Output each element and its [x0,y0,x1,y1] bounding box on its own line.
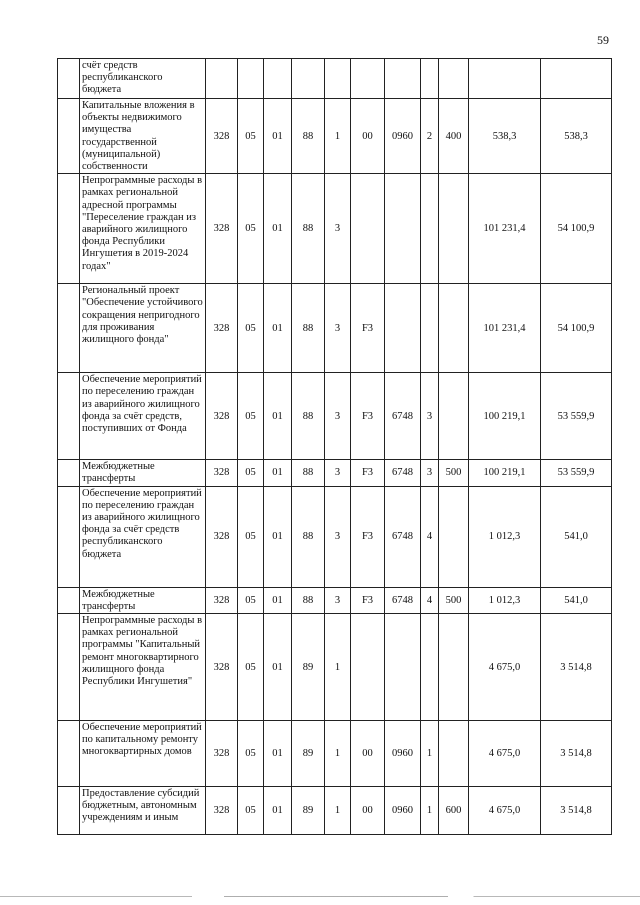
table-row [58,787,612,835]
cell-v1: 4 675,0 [469,787,541,835]
cell-c4 [292,59,325,99]
cell-c7 [385,59,421,99]
cell-c7: 0960 [385,99,421,174]
cell-v1: 4 675,0 [469,614,541,721]
cell-c7 [385,174,421,284]
cell-c3: 01 [264,373,292,460]
cell-c8 [421,284,439,373]
cell-c6: F3 [351,373,385,460]
cell-c7: 0960 [385,787,421,835]
cell-c1: 328 [206,486,238,587]
cell-c8 [421,59,439,99]
row-index-cell [58,486,80,587]
cell-c2: 05 [238,587,264,613]
table-body [58,59,612,835]
cell-c6: 00 [351,721,385,787]
cell-c6: 00 [351,99,385,174]
cell-c2: 05 [238,373,264,460]
row-name-cell: Обеспечение мероприятий по капитальному ремонту многоквартирных домов [80,721,206,787]
cell-c5: 3 [325,373,351,460]
cell-v1: 101 231,4 [469,284,541,373]
table-row [58,284,612,373]
cell-c8: 4 [421,587,439,613]
cell-c4: 88 [292,587,325,613]
table-row [58,174,612,284]
row-index-cell [58,787,80,835]
row-index-cell [58,614,80,721]
cell-c7: 0960 [385,721,421,787]
row-name-cell: Межбюджетные трансферты [80,587,206,613]
cell-c3: 01 [264,486,292,587]
cell-c5: 3 [325,174,351,284]
cell-v1: 100 219,1 [469,460,541,486]
cell-c7 [385,614,421,721]
cell-c7: 6748 [385,486,421,587]
cell-c8: 3 [421,373,439,460]
cell-c6 [351,59,385,99]
cell-v2: 54 100,9 [541,284,612,373]
cell-c9 [439,174,469,284]
row-index-cell [58,721,80,787]
cell-c7: 6748 [385,373,421,460]
cell-c1: 328 [206,174,238,284]
cell-v1: 1 012,3 [469,587,541,613]
cell-c9: 400 [439,99,469,174]
cell-c8: 3 [421,460,439,486]
table-row [58,614,612,721]
budget-table [57,58,612,835]
cell-c5: 1 [325,721,351,787]
cell-c5: 3 [325,486,351,587]
cell-c3: 01 [264,99,292,174]
cell-c8: 1 [421,721,439,787]
cell-c4: 89 [292,614,325,721]
cell-c2: 05 [238,614,264,721]
cell-v2: 54 100,9 [541,174,612,284]
cell-c9 [439,284,469,373]
cell-c3: 01 [264,174,292,284]
cell-c3: 01 [264,460,292,486]
cell-c8: 1 [421,787,439,835]
cell-c9 [439,373,469,460]
cell-c1: 328 [206,284,238,373]
row-index-cell [58,373,80,460]
cell-c8 [421,174,439,284]
cell-c1: 328 [206,99,238,174]
cell-v2: 538,3 [541,99,612,174]
table-row [58,721,612,787]
cell-c4: 89 [292,787,325,835]
cell-c6: F3 [351,486,385,587]
cell-c1: 328 [206,787,238,835]
row-name-cell: Обеспечение мероприятий по переселению граждан из аварийного жилищного фонда за счёт средств, поступивших от Фонда [80,373,206,460]
row-index-cell [58,174,80,284]
cell-c6: F3 [351,460,385,486]
cell-c4: 88 [292,284,325,373]
cell-c2: 05 [238,721,264,787]
cell-v2 [541,59,612,99]
row-name-cell: счёт средств республиканского бюджета [80,59,206,99]
cell-v2: 3 514,8 [541,614,612,721]
row-name-cell: Предоставление субсидий бюджетным, автономным учреждениям и иным [80,787,206,835]
cell-c9 [439,614,469,721]
cell-c1: 328 [206,587,238,613]
cell-v1 [469,59,541,99]
cell-c3: 01 [264,284,292,373]
cell-c9 [439,486,469,587]
row-index-cell [58,587,80,613]
cell-c7: 6748 [385,587,421,613]
cell-c4: 88 [292,460,325,486]
cell-c6 [351,614,385,721]
cell-c1: 328 [206,460,238,486]
cell-c5 [325,59,351,99]
row-name-cell: Капитальные вложения в объекты недвижимого имущества государственной (муниципальной) собственности [80,99,206,174]
cell-v2: 53 559,9 [541,460,612,486]
row-name-cell: Региональный проект "Обеспечение устойчивого сокращения непригодного для проживания жилищного фонда" [80,284,206,373]
cell-c2: 05 [238,174,264,284]
cell-c4: 88 [292,99,325,174]
cell-v1: 538,3 [469,99,541,174]
cell-v1: 1 012,3 [469,486,541,587]
table-row [58,460,612,486]
table-row [58,486,612,587]
cell-c5: 1 [325,787,351,835]
cell-c1: 328 [206,614,238,721]
cell-c9 [439,721,469,787]
cell-c3: 01 [264,587,292,613]
cell-c9 [439,59,469,99]
row-index-cell [58,99,80,174]
cell-c4: 88 [292,373,325,460]
cell-c7: 6748 [385,460,421,486]
row-index-cell [58,59,80,99]
table-row [58,373,612,460]
page-number: 59 [597,33,609,47]
row-name-cell: Непрограммные расходы в рамках региональной программы "Капитальный ремонт многоквартирного жилищного фонда Республики Ингушетия" [80,614,206,721]
row-index-cell [58,460,80,486]
cell-v2: 541,0 [541,486,612,587]
cell-c6 [351,174,385,284]
cell-c2: 05 [238,787,264,835]
row-name-cell: Непрограммные расходы в рамках региональной адресной программы "Переселение граждан из аварийного жилищного фонда Республики Ингушетия в 2019-2024 годах" [80,174,206,284]
cell-v2: 3 514,8 [541,721,612,787]
cell-c9: 500 [439,460,469,486]
row-name-cell: Межбюджетные трансферты [80,460,206,486]
cell-c7 [385,284,421,373]
cell-c5: 3 [325,587,351,613]
cell-c9: 500 [439,587,469,613]
cell-c8 [421,614,439,721]
cell-c9: 600 [439,787,469,835]
cell-c8: 4 [421,486,439,587]
row-index-cell [58,284,80,373]
cell-v1: 4 675,0 [469,721,541,787]
cell-c2: 05 [238,99,264,174]
cell-v2: 3 514,8 [541,787,612,835]
cell-c5: 1 [325,614,351,721]
cell-c8: 2 [421,99,439,174]
cell-c4: 89 [292,721,325,787]
cell-c2: 05 [238,284,264,373]
cell-c5: 1 [325,99,351,174]
table-row [58,587,612,613]
cell-c3 [264,59,292,99]
cell-c3: 01 [264,721,292,787]
cell-c4: 88 [292,174,325,284]
cell-v2: 541,0 [541,587,612,613]
cell-c6: 00 [351,787,385,835]
table-row [58,99,612,174]
cell-c5: 3 [325,460,351,486]
cell-c6: F3 [351,587,385,613]
cell-c3: 01 [264,787,292,835]
row-name-cell: Обеспечение мероприятий по переселению граждан из аварийного жилищного фонда за счёт средств республиканского бюджета [80,486,206,587]
cell-c1: 328 [206,721,238,787]
scan-edge-line [0,896,640,897]
cell-c6: F3 [351,284,385,373]
cell-v1: 101 231,4 [469,174,541,284]
cell-c5: 3 [325,284,351,373]
cell-c2 [238,59,264,99]
cell-c2: 05 [238,460,264,486]
cell-v2: 53 559,9 [541,373,612,460]
cell-c4: 88 [292,486,325,587]
cell-c3: 01 [264,614,292,721]
cell-v1: 100 219,1 [469,373,541,460]
cell-c1: 328 [206,373,238,460]
cell-c2: 05 [238,486,264,587]
cell-c1 [206,59,238,99]
table-row [58,59,612,99]
